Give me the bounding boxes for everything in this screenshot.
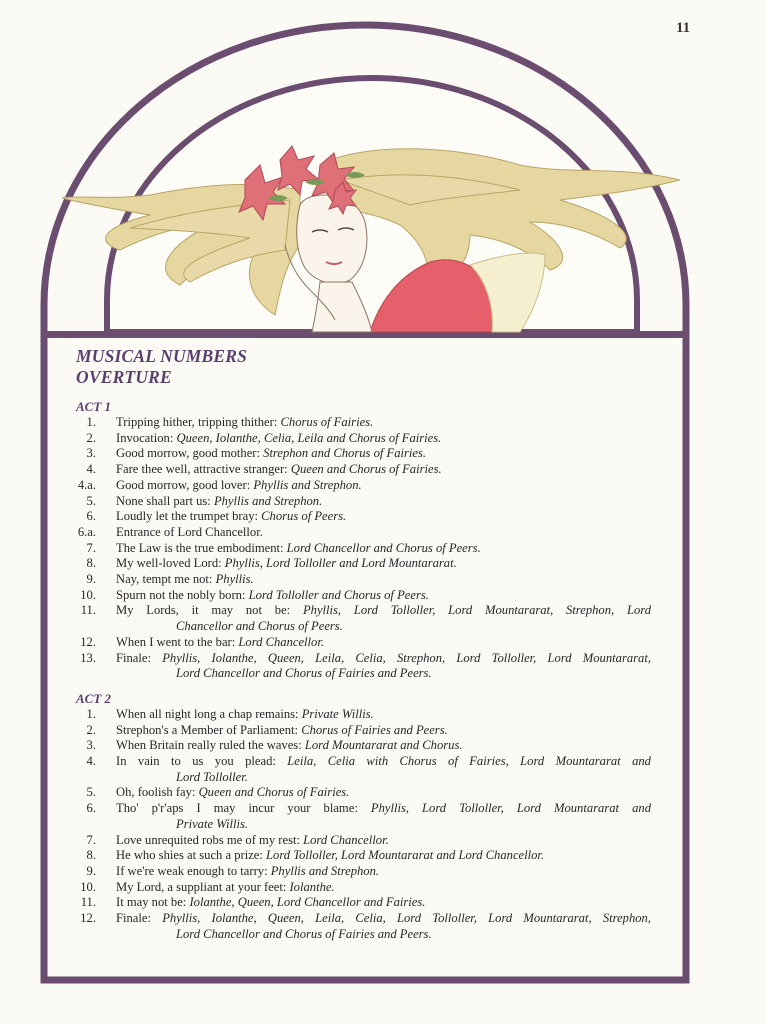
song-title: My Lords, it may not be: bbox=[116, 603, 303, 618]
item-entry bbox=[101, 603, 651, 634]
item-entry bbox=[101, 651, 651, 682]
act1-heading: ACT 1 bbox=[76, 399, 112, 414]
item-entry bbox=[101, 848, 651, 864]
performers: Lord Mountararat and Chorus. bbox=[304, 738, 463, 753]
item-entry bbox=[101, 588, 651, 604]
song-title: Nay, tempt me not: bbox=[116, 572, 216, 587]
performers: Iolanthe. bbox=[289, 879, 335, 894]
item-number: 3. bbox=[86, 738, 96, 753]
list-item bbox=[76, 864, 676, 880]
performers: Queen and Chorus of Fairies. bbox=[290, 462, 442, 477]
item-entry bbox=[101, 509, 651, 525]
song-title: The Law is the true embodiment: bbox=[116, 540, 287, 555]
item-entry bbox=[101, 415, 651, 431]
list-item bbox=[76, 509, 676, 525]
item-number: 2. bbox=[86, 430, 96, 445]
item-number: 13. bbox=[80, 650, 96, 665]
performers: Lord Chancellor. bbox=[238, 634, 325, 649]
item-entry bbox=[101, 707, 651, 723]
item-entry bbox=[101, 525, 651, 541]
item-entry bbox=[101, 801, 651, 832]
performers: Phyllis and Strephon. bbox=[253, 477, 362, 492]
performers: Phyllis, Iolanthe, Queen, Leila, Celia, Lord Tolloller, Lord Mountararat, Strephon, bbox=[162, 911, 651, 926]
item-entry bbox=[101, 785, 651, 801]
item-entry bbox=[101, 541, 651, 557]
item-entry bbox=[101, 864, 651, 880]
item-number: 8. bbox=[86, 848, 96, 863]
performers: Phyllis and Strephon. bbox=[213, 493, 323, 508]
list-item bbox=[76, 880, 676, 896]
item-number: 6. bbox=[86, 801, 96, 816]
item-number: 4.a. bbox=[77, 477, 96, 492]
item-entry bbox=[101, 738, 651, 754]
item-number: 3. bbox=[86, 446, 96, 461]
performers: Lord Tolloller and Chorus of Peers. bbox=[248, 587, 429, 602]
list-item bbox=[76, 707, 676, 723]
performers: Lord Tolloller, Lord Mountararat and Lord Chancellor. bbox=[266, 848, 545, 863]
performers-continued: Private Willis. bbox=[176, 816, 249, 831]
item-entry bbox=[101, 635, 651, 651]
list-item bbox=[76, 446, 676, 462]
list-item bbox=[76, 785, 676, 801]
song-title: Fare thee well, attractive stranger: bbox=[116, 462, 291, 477]
list-item bbox=[76, 603, 676, 634]
song-title: Tripping hither, tripping thither: bbox=[116, 415, 281, 429]
list-item bbox=[76, 525, 676, 541]
performers-continued: Lord Tolloller. bbox=[176, 769, 248, 784]
list-item bbox=[76, 738, 676, 754]
item-number: 2. bbox=[86, 722, 96, 737]
performers: Queen and Chorus of Fairies. bbox=[198, 785, 350, 800]
list-item bbox=[76, 833, 676, 849]
item-entry bbox=[101, 754, 651, 785]
item-number: 5. bbox=[86, 785, 96, 800]
song-title: When I went to the bar: bbox=[116, 634, 239, 649]
list-item bbox=[76, 895, 676, 911]
item-entry bbox=[101, 880, 651, 896]
list-item bbox=[76, 848, 676, 864]
item-number: 8. bbox=[86, 556, 96, 571]
song-title: My Lord, a suppliant at your feet: bbox=[116, 879, 290, 894]
song-title: Finale: bbox=[116, 911, 163, 926]
performers: Queen, Iolanthe, Celia, Leila and Chorus of Fairies. bbox=[176, 430, 442, 445]
song-title: Good morrow, good lover: bbox=[116, 477, 254, 492]
song-title: Entrance of Lord Chancellor. bbox=[116, 524, 263, 539]
list-item bbox=[76, 541, 676, 557]
song-title: My well-loved Lord: bbox=[116, 556, 225, 571]
item-entry bbox=[101, 895, 651, 911]
item-entry bbox=[101, 494, 651, 510]
page-number: 11 bbox=[676, 20, 691, 36]
item-entry bbox=[101, 446, 651, 462]
musical-numbers-section bbox=[76, 346, 676, 943]
section-title: MUSICAL NUMBERS bbox=[76, 346, 248, 366]
act2-list bbox=[76, 707, 676, 943]
performers: Phyllis, Lord Tolloller, Lord Mountararat, Strephon, Lord bbox=[302, 603, 651, 618]
song-title: He who shies at such a prize: bbox=[116, 848, 267, 863]
list-item bbox=[76, 651, 676, 682]
item-number: 11. bbox=[80, 895, 96, 910]
list-item bbox=[76, 572, 676, 588]
performers: Chorus of Fairies and Peers. bbox=[301, 722, 448, 737]
item-number: 12. bbox=[80, 911, 96, 926]
list-item bbox=[76, 478, 676, 494]
song-title: Oh, foolish fay: bbox=[116, 785, 199, 800]
item-number: 1. bbox=[86, 706, 96, 721]
performers: Phyllis, Lord Tolloller and Lord Mountararat. bbox=[224, 556, 457, 571]
performers-continued: Chancellor and Chorus of Peers. bbox=[176, 619, 343, 634]
item-entry bbox=[101, 911, 651, 942]
performers: Phyllis, Iolanthe, Queen, Leila, Celia, Strephon, Lord Tolloller, Lord Mountararat, bbox=[162, 650, 651, 665]
song-title: If we're weak enough to tarry: bbox=[116, 863, 271, 878]
performers: Lord Chancellor. bbox=[303, 832, 389, 847]
item-entry bbox=[101, 833, 651, 849]
song-title: None shall part us: bbox=[116, 493, 214, 508]
song-title: Tho' p'r'aps I may incur your blame: bbox=[116, 801, 371, 816]
list-item bbox=[76, 635, 676, 651]
performers: Private Willis. bbox=[301, 706, 374, 721]
song-title: Finale: bbox=[116, 650, 163, 665]
item-entry bbox=[101, 478, 651, 494]
performers: Strephon and Chorus of Fairies. bbox=[263, 446, 427, 461]
item-number: 12. bbox=[80, 634, 96, 649]
item-number: 4. bbox=[86, 754, 96, 769]
list-item bbox=[76, 588, 676, 604]
item-entry bbox=[101, 723, 651, 739]
performers: Leila, Celia with Chorus of Fairies, Lord Mountararat and bbox=[287, 754, 651, 769]
song-title: Good morrow, good mother: bbox=[116, 446, 264, 461]
list-item bbox=[76, 415, 676, 431]
item-number: 6. bbox=[86, 509, 96, 524]
item-number: 10. bbox=[80, 879, 96, 894]
song-title: It may not be: bbox=[116, 895, 190, 910]
item-entry bbox=[101, 572, 651, 588]
item-entry bbox=[101, 431, 651, 447]
item-entry bbox=[101, 556, 651, 572]
list-item bbox=[76, 494, 676, 510]
song-title: Invocation: bbox=[116, 430, 177, 445]
performers: Chorus of Fairies. bbox=[280, 415, 374, 429]
item-number: 9. bbox=[86, 572, 96, 587]
list-item bbox=[76, 801, 676, 832]
song-title: Strephon's a Member of Parliament: bbox=[116, 722, 302, 737]
item-number: 4. bbox=[86, 462, 96, 477]
item-number: 7. bbox=[86, 832, 96, 847]
song-title: Spurn not the nobly born: bbox=[116, 587, 249, 602]
performers: Phyllis, Lord Tolloller, Lord Mountararat and bbox=[370, 801, 651, 816]
performers-continued: Lord Chancellor and Chorus of Fairies and Peers. bbox=[176, 666, 432, 681]
performers: Phyllis. bbox=[215, 572, 254, 587]
song-title: In vain to us you plead: bbox=[116, 754, 288, 769]
performers: Phyllis and Strephon. bbox=[270, 863, 380, 878]
song-title: When all night long a chap remains: bbox=[116, 706, 302, 721]
item-number: 7. bbox=[86, 540, 96, 555]
list-item bbox=[76, 723, 676, 739]
performers: Chorus of Peers. bbox=[261, 509, 347, 524]
act2-heading: ACT 2 bbox=[76, 690, 112, 706]
item-number: 5. bbox=[86, 493, 96, 508]
performers-continued: Lord Chancellor and Chorus of Fairies and Peers. bbox=[176, 926, 432, 941]
song-title: Love unrequited robs me of my rest: bbox=[116, 832, 304, 847]
list-item bbox=[76, 556, 676, 572]
item-number: 6.a. bbox=[77, 524, 96, 539]
item-number: 11. bbox=[80, 603, 96, 618]
list-item bbox=[76, 911, 676, 942]
overture-title: OVERTURE bbox=[76, 367, 172, 387]
performers: Iolanthe, Queen, Lord Chancellor and Fairies. bbox=[189, 895, 426, 910]
list-item bbox=[76, 431, 676, 447]
list-item bbox=[76, 754, 676, 785]
item-number: 1. bbox=[86, 415, 96, 429]
item-number: 9. bbox=[86, 863, 96, 878]
item-number: 10. bbox=[80, 587, 96, 602]
item-entry bbox=[101, 462, 651, 478]
song-title: When Britain really ruled the waves: bbox=[116, 738, 305, 753]
song-title: Loudly let the trumpet bray: bbox=[116, 509, 262, 524]
list-item bbox=[76, 462, 676, 478]
act1-list bbox=[76, 415, 676, 682]
performers: Lord Chancellor and Chorus of Peers. bbox=[286, 540, 481, 555]
